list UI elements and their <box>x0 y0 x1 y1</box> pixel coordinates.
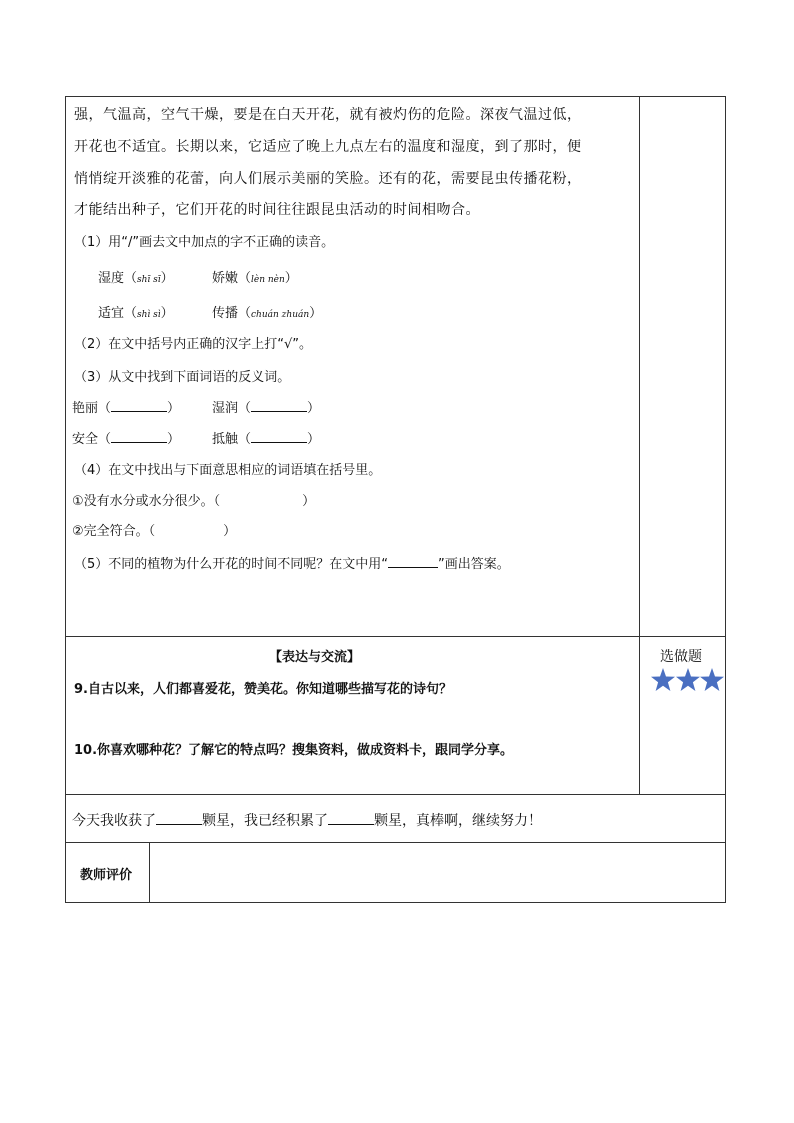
row-divider-1 <box>65 636 726 637</box>
border-left <box>65 96 66 903</box>
star-icon-2 <box>676 668 700 691</box>
passage-line-2: 开花也不适宜。长期以来，它适应了晚上九点左右的温度和湿度，到了那时，便 <box>74 139 582 155</box>
column-divider <box>639 96 640 794</box>
q1-item-1: 湿度（shī sī） <box>98 271 174 286</box>
star-icon-1 <box>651 668 675 691</box>
passage-line-1: 强，气温高，空气干燥，要是在白天开花，就有被灼伤的危险。深夜气温过低， <box>74 107 582 123</box>
row-divider-2 <box>65 794 726 795</box>
q3-word-1: 艳丽（ ） <box>72 401 181 416</box>
passage-line-3: 悄悄绽开淡雅的花蕾，向人们展示美丽的笑脸。还有的花，需要昆虫传播花粉， <box>74 171 582 187</box>
passage-line-4: 才能结出种子，它们开花的时间往往跟昆虫活动的时间相吻合。 <box>74 202 480 218</box>
section-title: 【表达与交流】 <box>269 650 361 665</box>
teacher-divider <box>149 842 150 903</box>
q1-item-2: 娇嫩（lèn nèn） <box>212 271 298 286</box>
star-summary: 今天我收获了 颗星，我已经积累了 颗星，真棒啊，继续努力！ <box>72 813 542 829</box>
teacher-eval-field[interactable] <box>151 844 723 901</box>
q1-item-3: 适宜（shì sì） <box>98 306 174 321</box>
q3-word-4: 抵触（ ） <box>212 432 321 447</box>
star-icon-3 <box>700 668 724 691</box>
question-4: （4）在文中找出与下面意思相应的词语填在括号里。 <box>74 463 382 478</box>
question-5: （5）不同的植物为什么开花的时间不同呢？在文中用“ ”画出答案。 <box>74 557 510 572</box>
question-1: （1）用“/”画去文中加点的字不正确的读音。 <box>74 235 335 250</box>
teacher-eval-label: 教师评价 <box>80 868 133 883</box>
question-9: 9.自古以来，人们都喜爱花，赞美花。你知道哪些描写花的诗句？ <box>74 682 452 697</box>
border-right <box>725 96 726 903</box>
q3-word-3: 安全（ ） <box>72 432 181 447</box>
optional-label: 选做题 <box>660 649 702 665</box>
q4-item-2: ②完全符合。（ ） <box>72 524 237 539</box>
q4-item-1: ①没有水分或水分很少。（ ） <box>72 494 316 509</box>
q3-word-2: 湿润（ ） <box>212 401 321 416</box>
question-2: （2）在文中括号内正确的汉字上打“√”。 <box>74 337 313 352</box>
border-top <box>65 96 726 97</box>
question-3: （3）从文中找到下面词语的反义词。 <box>74 370 291 385</box>
q1-item-4: 传播（chuán zhuán） <box>212 306 323 321</box>
question-10: 10.你喜欢哪种花？了解它的特点吗？搜集资料，做成资料卡，跟同学分享。 <box>74 743 514 758</box>
row-divider-3 <box>65 842 726 843</box>
border-bottom <box>65 902 726 903</box>
